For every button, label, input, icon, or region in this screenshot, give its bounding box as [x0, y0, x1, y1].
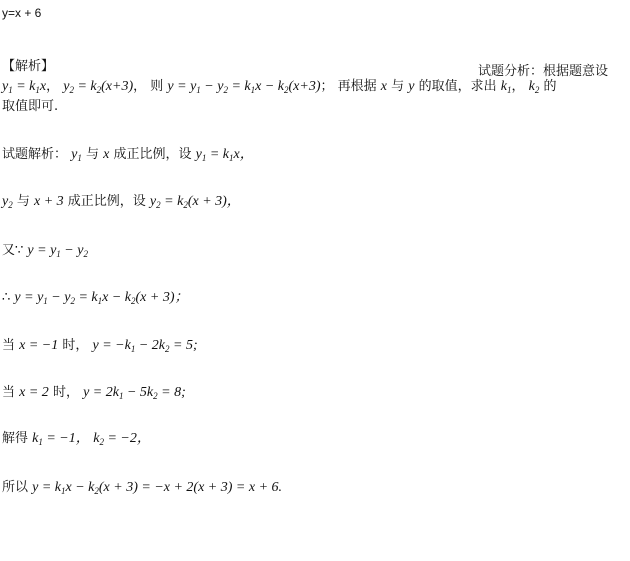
solution-line-3: 又∵ $y = y_1 - y_2$ — [2, 243, 88, 259]
solution-line-6: 当 x = 2 时， $y = 2k_1 - 5k_2 = 8$; — [2, 385, 186, 401]
math-formula: $y = y_1 - y_2 = k_1x - k_2(x+3)$ — [167, 79, 321, 95]
solution-line-5: 当 x = −1 时， $y = -k_1 - 2k_2 = 5$; — [2, 338, 198, 354]
analysis-line-1: $y_1 = k_1x$， $y_2 = k_2(x+3)$， 则 $y = y_1 - y_2 = k_1x - k_2(x+3)$； 再根据 x 与 y 的取值，求出 $k_1$， $k_2$ 的 — [2, 79, 557, 95]
analysis-intro: 试题分析：根据题意设 — [477, 64, 608, 79]
solution-line-1: 试题解析： $y_1$ 与 x 成正比例，设 $y_1 = k_1x$， — [2, 147, 254, 163]
math-y1: $y_1 = k_1x$ — [2, 79, 47, 95]
solution-line-8: 所以 $y = k_1x - k_2(x + 3) = -x + 2(x + 3) = x + 6$. — [2, 480, 283, 496]
analysis-line-2: 取值即可. — [2, 99, 59, 114]
analysis-heading: 【解析】 — [2, 59, 55, 74]
math-y2: $y_2 = k_2(x+3)$ — [63, 79, 134, 95]
solution-line-7: 解得 $k_1 = -1$， $k_2 = -2$， — [2, 431, 151, 447]
solution-line-4: ∴ $y = y_1 - y_2 = k_1x - k_2(x + 3)$； — [2, 290, 189, 306]
solution-line-2: $y_2$ 与 x + 3 成正比例，设 $y_2 = k_2(x + 3)$， — [2, 194, 241, 210]
answer-line: y=x + 6 — [2, 6, 42, 20]
